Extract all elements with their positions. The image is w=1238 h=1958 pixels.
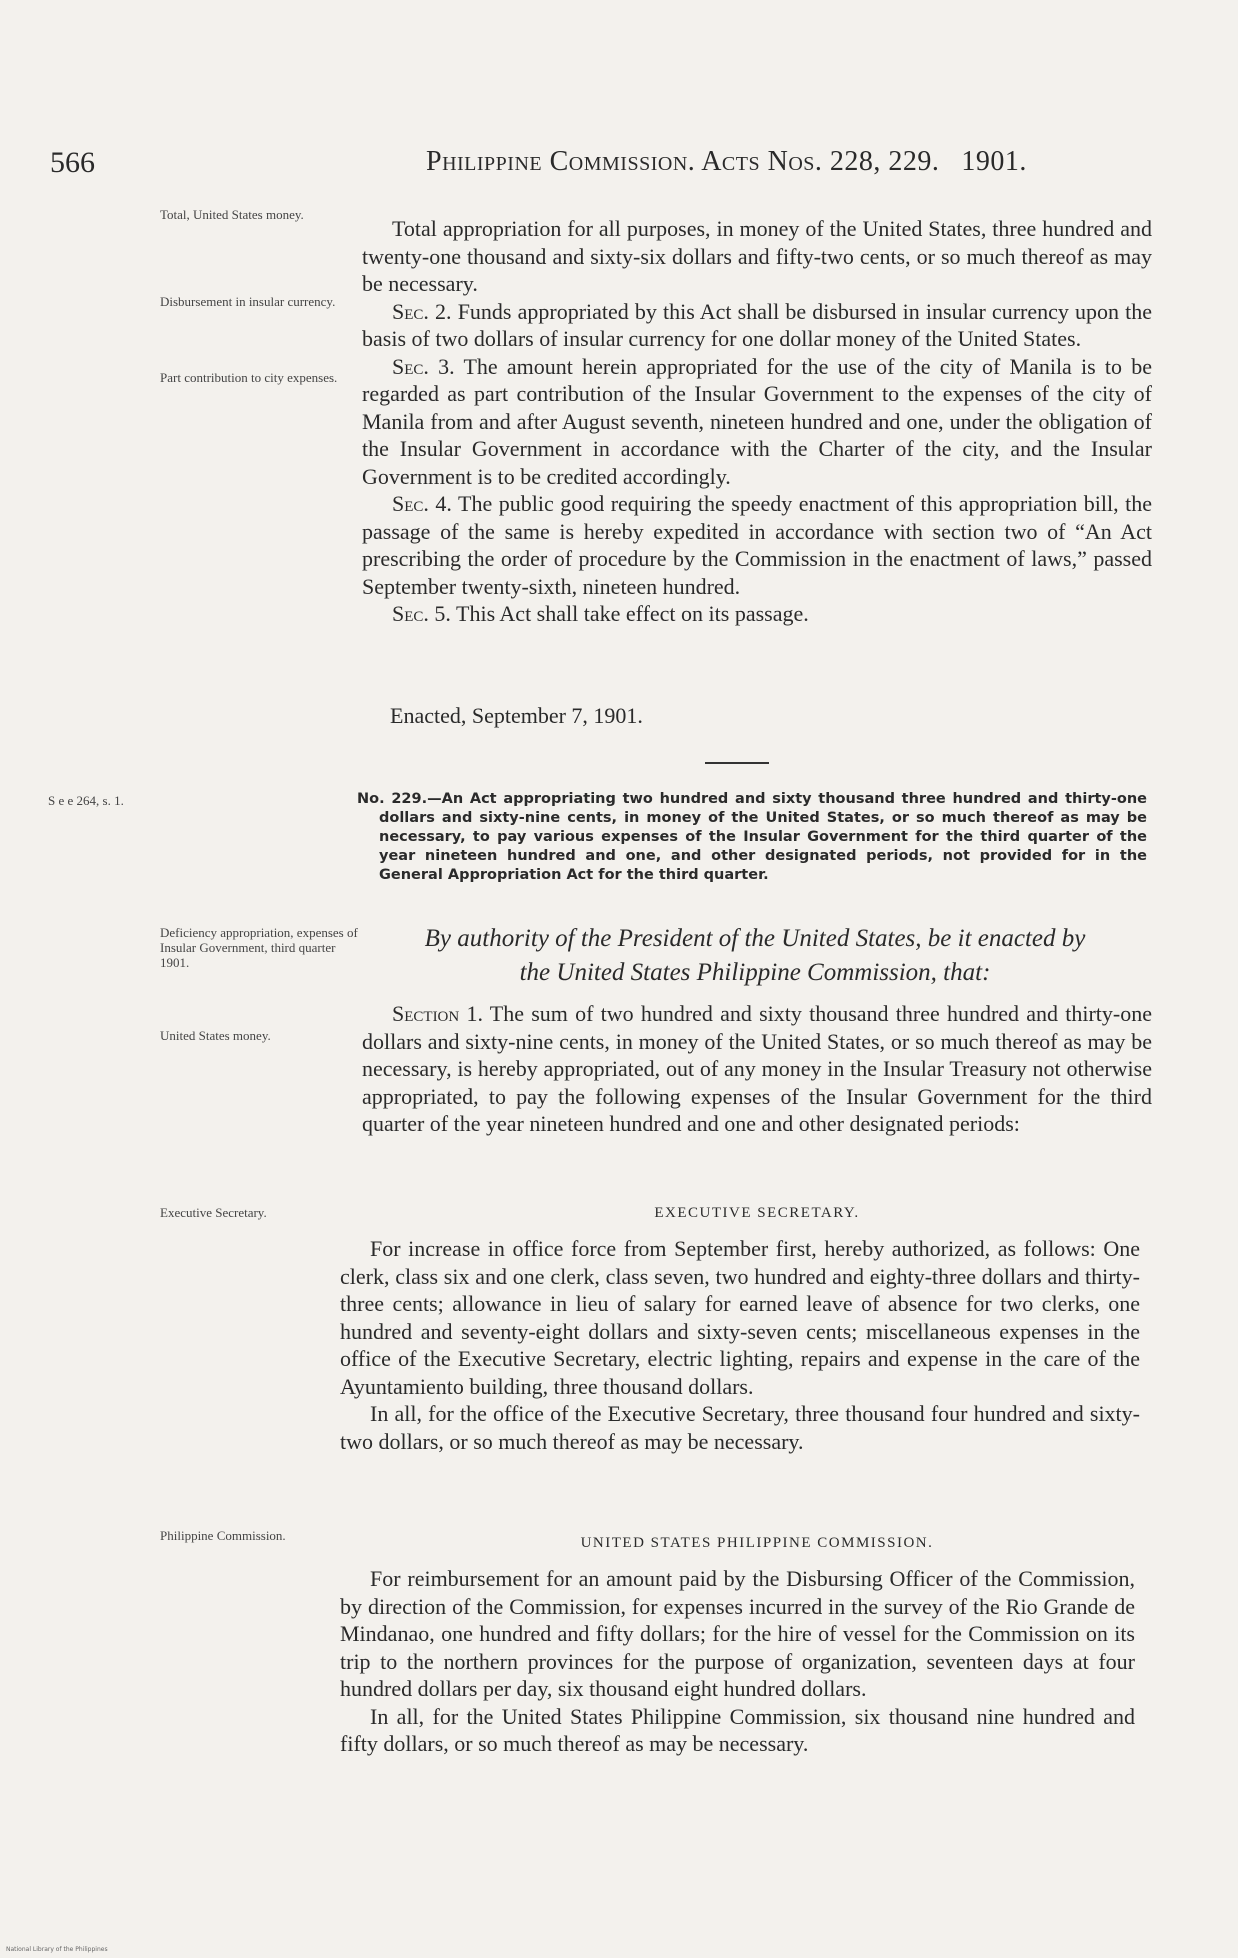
section-label: Sec. 2. <box>392 298 452 324</box>
section-label: Sec. 3. <box>392 353 455 379</box>
philippine-commission-text <box>340 1565 1135 1758</box>
executive-secretary-text <box>340 1235 1140 1455</box>
section-label: Section 1. <box>392 1001 483 1026</box>
paragraph-sec-4 <box>362 490 1152 600</box>
margin-note-part-contribution: Part contribution to city expenses. <box>160 370 338 385</box>
margin-note-philippine-commission: Philippine Commission. <box>160 1528 286 1543</box>
paragraph-section-1 <box>362 1000 1152 1138</box>
section-text: The amount herein appropriated for the use of the city of Manila is to be regarded as part contribution of the Insular Government to the expenses of the city of Manila from and after August seventh, nineteen hundred and one, under the obligation of the Insular Government in accordance with the Charter of the city, and the Insular Government is to be credited accordingly. <box>362 353 1153 489</box>
margin-note-us-money: United States money. <box>160 1028 271 1043</box>
page-number: 566 <box>50 146 95 179</box>
act-228-text <box>362 215 1152 628</box>
paragraph-comm-1: For reimbursement for an amount paid by the Disbursing Officer of the Commission, by direction of the Commission, for expenses incurred in the survey of the Rio Grande de Mindanao, one hundred and fifty dollars; for the hire of vessel for the Commission on its trip to the northern provinces for the purpose of organization, seventeen days at four hundred dollars per day, six thousand eight hundred dollars. <box>340 1566 1135 1701</box>
section-label: Sec. 5. <box>392 601 451 626</box>
margin-note-deficiency: Deficiency appropriation, expenses of Insular Government, third quarter 1901. <box>160 925 358 970</box>
section-text: The public good requiring the speedy enactment of this appropriation bill, the passage of the same is hereby expedited in accordance with section two of “An Act prescribing the order of procedure by the Commission in the enactment of laws,” passed September twenty-sixth, nineteen hundred. <box>362 491 1153 599</box>
margin-note-disbursement: Disbursement in insular currency. <box>160 294 336 309</box>
act-229-section-1 <box>362 1000 1152 1138</box>
margin-note-see-reference: S e e 264, s. 1. <box>48 793 124 808</box>
section-text: The sum of two hundred and sixty thousand three hundred and thirty-one dollars and sixty-nine cents, in money of the United States, or so much thereof as may be necessary, is hereby appropriated, out of any money in the Insular Treasury not otherwise appropriated, to pay the following expenses of the Insular Government for the third quarter of the year nineteen hundred and one and other designated periods: <box>362 1001 1152 1136</box>
library-footer: National Library of the Philippines <box>6 1946 108 1953</box>
margin-note-executive-secretary: Executive Secretary. <box>160 1205 267 1220</box>
act-229-title <box>357 790 1147 885</box>
section-divider <box>705 762 769 764</box>
paragraph-sec-3 <box>362 353 1152 491</box>
paragraph-sec-2 <box>362 298 1152 353</box>
section-label: Sec. 4. <box>392 491 452 516</box>
section-text: Funds appropriated by this Act shall be disbursed in insular currency upon the basis of two dollars of insular currency for one dollar money of the United States. <box>362 298 1153 351</box>
act-title-text: No. 229.—An Act appropriating two hundred and sixty thousand three hundred and thirty-one dollars and sixty-nine cents, in money of the United States, or so much thereof as may be necessary, to pay various expenses of the Insular Government for the third quarter of the year nineteen hundred and one, and other designated periods, not provided for in the General Appropriation Act for the third quarter. <box>357 791 1147 883</box>
paragraph-total: Total appropriation for all purposes, in money of the United States, three hundred and twenty-one thousand and sixty-six dollars and fifty-two cents, or so much thereof as may be necessary. <box>362 216 1152 296</box>
heading-executive-secretary: EXECUTIVE SECRETARY. <box>654 1205 860 1221</box>
paragraph-exec-2: In all, for the office of the Executive Secretary, three thousand four hundred and sixty-two dollars, or so much thereof as may be necessary. <box>340 1401 1140 1454</box>
enacting-line-1: By authority of the President of the United States, be it enacted by <box>424 925 1086 952</box>
enacting-clause <box>355 922 1155 990</box>
heading-philippine-commission: UNITED STATES PHILIPPINE COMMISSION. <box>580 1535 934 1551</box>
enactment-date: Enacted, September 7, 1901. <box>390 703 643 728</box>
running-head-title: Philippine Commission. Acts Nos. 228, 229. <box>426 146 940 177</box>
paragraph-comm-2: In all, for the United States Philippine Commission, six thousand nine hundred and fifty dollars, or so much thereof as may be necessary. <box>340 1703 1135 1756</box>
section-text: This Act shall take effect on its passage. <box>456 601 809 626</box>
paragraph-sec-5 <box>362 600 1152 628</box>
enacting-line-2: the United States Philippine Commission, that: <box>519 959 991 986</box>
paragraph-exec-1: For increase in office force from September first, hereby authorized, as follows: One clerk, class six and one clerk, class seven, two hundred and eighty-three dollars and thirty-three cents; allowance in lieu of salary for earned leave of absence for two clerks, one hundred and seventy-eight dollars and sixty-seven cents; miscellaneous expenses in the office of the Executive Secretary, electric lighting, repairs and expense in the care of the Ayuntamiento building, three thousand dollars. <box>340 1236 1140 1399</box>
running-head <box>426 146 1027 178</box>
running-head-year: 1901. <box>961 146 1027 177</box>
margin-note-total: Total, United States money. <box>160 207 304 222</box>
